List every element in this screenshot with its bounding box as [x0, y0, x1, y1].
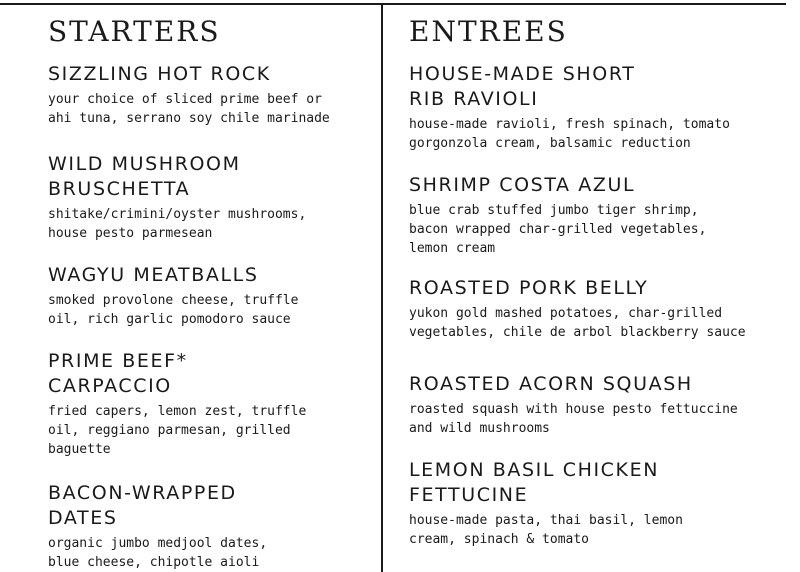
item-description: blue crab stuffed jumbo tiger shrimp, bacon wrapped char-grilled vegetables, lemon cream: [409, 203, 707, 256]
item-name: SIZZLING HOT ROCK: [48, 63, 271, 85]
item-name: LEMON BASIL CHICKEN FETTUCINE: [409, 459, 660, 506]
menu-item-wagyu-meatballs: [48, 263, 373, 329]
menu-item-sizzling-hot-rock: [48, 62, 373, 128]
column-divider: [381, 3, 383, 572]
item-description: yukon gold mashed potatoes, char-grilled vegetables, chile de arbol blackberry sauce: [409, 306, 746, 340]
menu-item-roasted-acorn-squash: [409, 372, 785, 438]
menu-item-roasted-pork-belly: [409, 276, 785, 342]
menu-item-lemon-basil-chicken-fettucine: [409, 458, 785, 549]
item-name: ROASTED ACORN SQUASH: [409, 373, 693, 395]
item-name: WILD MUSHROOM BRUSCHETTA: [48, 153, 241, 200]
item-name: PRIME BEEF* CARPACCIO: [48, 350, 188, 397]
item-description: shitake/crimini/oyster mushrooms, house pesto parmesean: [48, 207, 307, 241]
item-description: house-made pasta, thai basil, lemon cream, spinach & tomato: [409, 513, 683, 547]
item-description: house-made ravioli, fresh spinach, tomato gorgonzola cream, balsamic reduction: [409, 117, 730, 151]
item-description: organic jumbo medjool dates, blue cheese, chipotle aioli: [48, 536, 268, 570]
entrees-section: [409, 16, 785, 549]
menu-item-bacon-wrapped-dates: [48, 481, 373, 572]
starters-heading: STARTERS: [48, 15, 221, 48]
item-name: HOUSE-MADE SHORT RIB RAVIOLI: [409, 63, 636, 110]
menu-item-wild-mushroom-bruschetta: [48, 152, 373, 243]
item-description: smoked provolone cheese, truffle oil, rich garlic pomodoro sauce: [48, 293, 299, 327]
item-name: ROASTED PORK BELLY: [409, 277, 649, 299]
menu-item-short-rib-ravioli: [409, 62, 785, 153]
entrees-heading: ENTREES: [409, 15, 568, 48]
item-description: your choice of sliced prime beef or ahi tuna, serrano soy chile marinade: [48, 92, 330, 126]
item-name: SHRIMP COSTA AZUL: [409, 174, 636, 196]
menu-item-prime-beef-carpaccio: [48, 349, 373, 459]
item-description: roasted squash with house pesto fettuccine and wild mushrooms: [409, 402, 738, 436]
top-rule: [0, 3, 786, 5]
item-name: WAGYU MEATBALLS: [48, 264, 259, 286]
item-description: fried capers, lemon zest, truffle oil, reggiano parmesan, grilled baguette: [48, 404, 307, 457]
item-name: BACON-WRAPPED DATES: [48, 482, 237, 529]
starters-section: [48, 16, 373, 572]
menu-item-shrimp-costa-azul: [409, 173, 785, 258]
